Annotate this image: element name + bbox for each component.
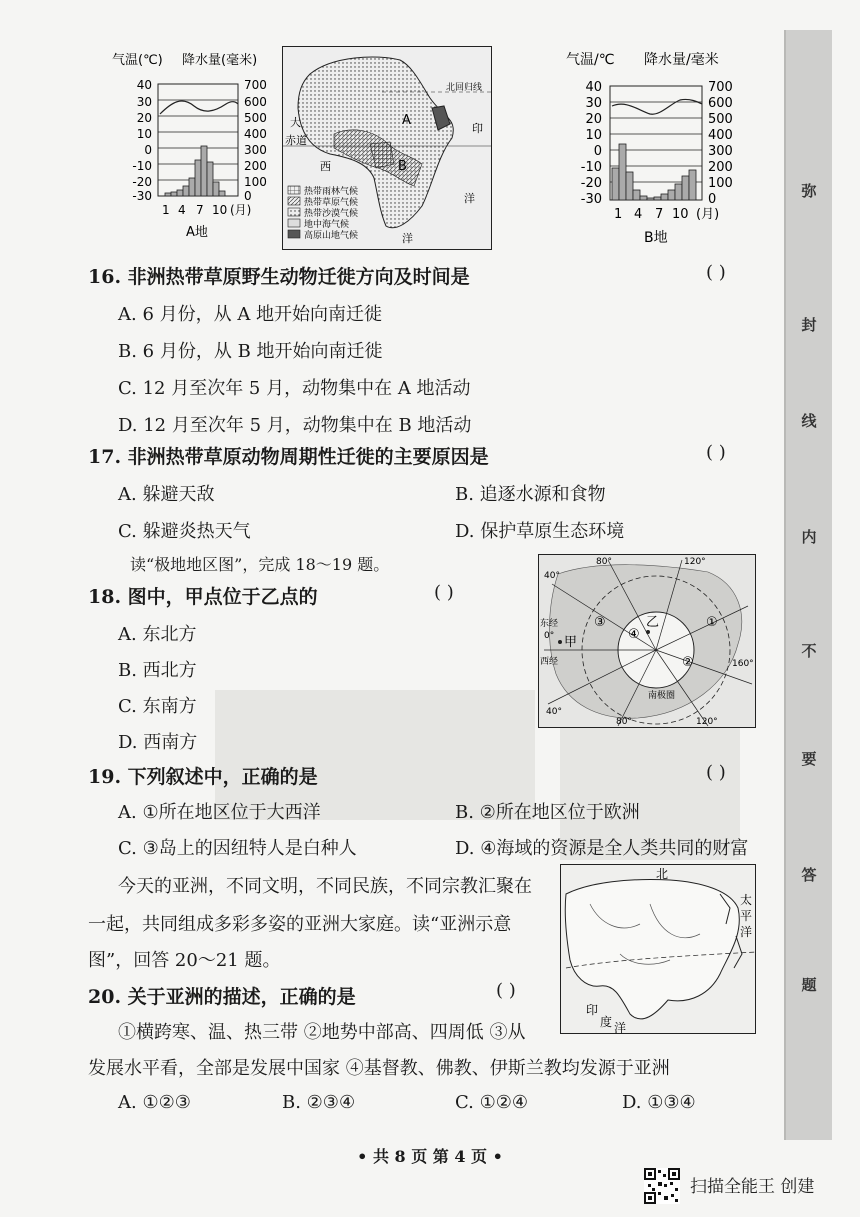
- svg-text:印: 印: [472, 122, 483, 135]
- svg-text:乙: 乙: [646, 615, 660, 630]
- svg-text:热带雨林气候: 热带雨林气候: [304, 187, 359, 197]
- intro-18-19: 读“极地地区图”，完成 18～19 题。: [130, 555, 390, 574]
- africa-climate-map: [282, 46, 492, 250]
- svg-text:40°: 40°: [544, 571, 560, 581]
- q19-stem: 19. 下列叙述中，正确的是: [88, 766, 318, 788]
- svg-text:100: 100: [708, 176, 733, 191]
- binding-margin-strip: [784, 30, 832, 1140]
- svg-text:④: ④: [628, 627, 640, 642]
- svg-text:1: 1: [614, 207, 623, 222]
- svg-text:10: 10: [672, 207, 689, 222]
- q18-answer-paren: ( ): [434, 582, 454, 603]
- svg-text:80°: 80°: [616, 717, 632, 727]
- sidebar-char: 内: [801, 528, 817, 546]
- q16-option-b: B. 6 月份，从 B 地开始向南迁徙: [118, 341, 383, 362]
- svg-text:100: 100: [244, 175, 267, 189]
- svg-text:0: 0: [244, 189, 252, 203]
- svg-text:400: 400: [244, 127, 267, 141]
- svg-text:400: 400: [708, 128, 733, 143]
- chart-b-precip-label: 降水量/毫米: [644, 52, 719, 68]
- chart-a-caption: A地: [186, 225, 208, 240]
- q18-option-c: C. 东南方: [118, 696, 197, 717]
- q17-option-d: D. 保护草原生态环境: [455, 521, 625, 542]
- svg-text:4: 4: [178, 203, 186, 217]
- q18-option-a: A. 东北方: [118, 624, 197, 645]
- q17-option-b: B. 追逐水源和食物: [455, 484, 606, 505]
- svg-text:甲: 甲: [564, 635, 578, 650]
- svg-text:-30: -30: [580, 192, 602, 207]
- sidebar-char: 不: [801, 642, 817, 660]
- q20-stem: 20. 关于亚洲的描述，正确的是: [88, 986, 356, 1008]
- svg-text:0°: 0°: [544, 631, 555, 641]
- polar-region-map: [538, 554, 756, 728]
- svg-text:120°: 120°: [696, 717, 718, 727]
- sidebar-char: 弥: [801, 182, 817, 200]
- q20-statement-line1: ①横跨寒、温、热三带 ②地势中部高、四周低 ③从: [118, 1022, 526, 1043]
- svg-text:印: 印: [586, 1003, 599, 1017]
- q18-stem: 18. 图中，甲点位于乙点的: [88, 586, 318, 608]
- chart-b-temp-label: 气温/℃: [566, 52, 615, 68]
- svg-text:太: 太: [740, 893, 753, 907]
- q17-option-c: C. 躲避炎热天气: [118, 521, 251, 542]
- svg-text:7: 7: [196, 203, 204, 217]
- climate-chart-b: [560, 44, 750, 250]
- svg-text:③: ③: [594, 615, 606, 630]
- svg-text:80°: 80°: [596, 557, 612, 567]
- q17-answer-paren: ( ): [706, 442, 726, 463]
- q20-option-a: A. ①②③: [118, 1092, 191, 1113]
- svg-text:40: 40: [136, 78, 152, 92]
- svg-text:①: ①: [706, 615, 718, 630]
- svg-text:600: 600: [708, 96, 733, 111]
- svg-text:40: 40: [585, 80, 602, 95]
- svg-text:B: B: [398, 159, 407, 174]
- sidebar-char: 线: [801, 412, 817, 430]
- svg-text:②: ②: [682, 655, 694, 670]
- svg-text:0: 0: [144, 143, 152, 157]
- svg-text:200: 200: [708, 160, 733, 175]
- q20-option-d: D. ①③④: [622, 1092, 696, 1113]
- svg-text:北: 北: [656, 867, 669, 881]
- q19-option-a: A. ①所在地区位于大西洋: [118, 802, 321, 823]
- svg-text:-20: -20: [580, 176, 602, 191]
- svg-text:120°: 120°: [684, 557, 706, 567]
- chart-a-temp-label: 气温(℃): [112, 53, 163, 68]
- svg-text:地中海气候: 地中海气候: [304, 220, 350, 230]
- intro-20-21-line1: 今天的亚洲，不同文明，不同民族，不同宗教汇聚在: [118, 876, 532, 897]
- svg-text:30: 30: [136, 95, 152, 109]
- climate-chart-a: [110, 48, 280, 244]
- svg-text:洋: 洋: [614, 1021, 627, 1034]
- svg-text:500: 500: [244, 111, 267, 125]
- svg-text:10: 10: [585, 128, 602, 143]
- svg-text:300: 300: [708, 144, 733, 159]
- sidebar-char: 题: [801, 976, 817, 994]
- page-footer: • 共 8 页 第 4 页 •: [357, 1147, 503, 1166]
- svg-text:大: 大: [290, 116, 301, 129]
- q16-option-d: D. 12 月至次年 5 月，动物集中在 B 地活动: [118, 415, 472, 436]
- svg-text:高原山地气候: 高原山地气候: [304, 231, 359, 241]
- q20-option-b: B. ②③④: [282, 1092, 356, 1113]
- svg-text:北回归线: 北回归线: [446, 83, 483, 93]
- svg-text:(月): (月): [230, 203, 252, 217]
- svg-text:-30: -30: [132, 189, 152, 203]
- svg-text:-10: -10: [580, 160, 602, 175]
- q20-statement-line2: 发展水平看，全部是发展中国家 ④基督教、佛教、伊斯兰教均发源于亚洲: [88, 1058, 670, 1079]
- q20-option-c: C. ①②④: [455, 1092, 528, 1113]
- q16-option-c: C. 12 月至次年 5 月，动物集中在 A 地活动: [118, 378, 471, 399]
- svg-text:南极圈: 南极圈: [648, 691, 676, 701]
- q16-option-a: A. 6 月份，从 A 地开始向南迁徙: [118, 304, 383, 325]
- svg-text:洋: 洋: [464, 192, 475, 205]
- svg-text:西经: 西经: [540, 657, 559, 667]
- q16-answer-paren: ( ): [706, 262, 726, 283]
- svg-text:1: 1: [162, 203, 170, 217]
- sidebar-char: 封: [801, 316, 817, 334]
- svg-text:10: 10: [212, 203, 228, 217]
- svg-text:160°: 160°: [732, 659, 754, 669]
- svg-text:300: 300: [244, 143, 267, 157]
- svg-text:(月): (月): [696, 207, 720, 222]
- svg-text:7: 7: [655, 207, 664, 222]
- svg-text:赤道: 赤道: [285, 134, 307, 147]
- svg-text:0: 0: [593, 144, 602, 159]
- intro-20-21-line2: 一起，共同组成多彩多姿的亚洲大家庭。读“亚洲示意: [88, 914, 512, 935]
- q19-option-d: D. ④海域的资源是全人类共同的财富: [455, 838, 749, 859]
- svg-text:A: A: [402, 113, 411, 128]
- svg-text:700: 700: [244, 78, 267, 92]
- svg-text:-20: -20: [132, 175, 152, 189]
- q17-option-a: A. 躲避天敌: [118, 484, 215, 505]
- svg-text:20: 20: [585, 112, 602, 127]
- q19-answer-paren: ( ): [706, 762, 726, 783]
- chart-a-precip-label: 降水量(毫米): [182, 53, 258, 68]
- asia-map: [560, 864, 756, 1034]
- q18-option-d: D. 西南方: [118, 732, 198, 753]
- svg-text:-10: -10: [132, 159, 152, 173]
- sidebar-char: 要: [801, 750, 817, 768]
- svg-text:40°: 40°: [546, 707, 562, 717]
- q19-option-b: B. ②所在地区位于欧洲: [455, 802, 640, 823]
- svg-text:4: 4: [634, 207, 643, 222]
- svg-text:度: 度: [600, 1015, 613, 1029]
- q20-answer-paren: ( ): [496, 980, 516, 1001]
- q16-stem: 16. 非洲热带草原野生动物迁徙方向及时间是: [88, 266, 470, 288]
- chart-b-caption: B地: [644, 230, 668, 246]
- svg-text:东经: 东经: [540, 619, 559, 629]
- svg-text:30: 30: [585, 96, 602, 111]
- q19-option-c: C. ③岛上的因纽特人是白种人: [118, 838, 357, 859]
- svg-text:20: 20: [136, 111, 152, 125]
- sidebar-char: 答: [801, 866, 817, 884]
- svg-text:0: 0: [708, 192, 717, 207]
- svg-text:500: 500: [708, 112, 733, 127]
- q18-option-b: B. 西北方: [118, 660, 197, 681]
- svg-text:700: 700: [708, 80, 733, 95]
- svg-text:热带沙漠气候: 热带沙漠气候: [304, 209, 359, 219]
- svg-text:洋: 洋: [740, 925, 753, 939]
- scanner-watermark: 扫描全能王 创建: [690, 1177, 815, 1197]
- svg-text:10: 10: [136, 127, 152, 141]
- q17-stem: 17. 非洲热带草原动物周期性迁徙的主要原因是: [88, 446, 489, 468]
- svg-text:热带草原气候: 热带草原气候: [304, 198, 359, 208]
- intro-20-21-line3: 图”，回答 20～21 题。: [88, 950, 281, 971]
- qr-code-icon: [644, 1168, 680, 1204]
- svg-text:200: 200: [244, 159, 267, 173]
- svg-text:西: 西: [320, 160, 331, 173]
- svg-text:600: 600: [244, 95, 267, 109]
- svg-text:洋: 洋: [402, 232, 413, 245]
- svg-text:平: 平: [740, 909, 753, 923]
